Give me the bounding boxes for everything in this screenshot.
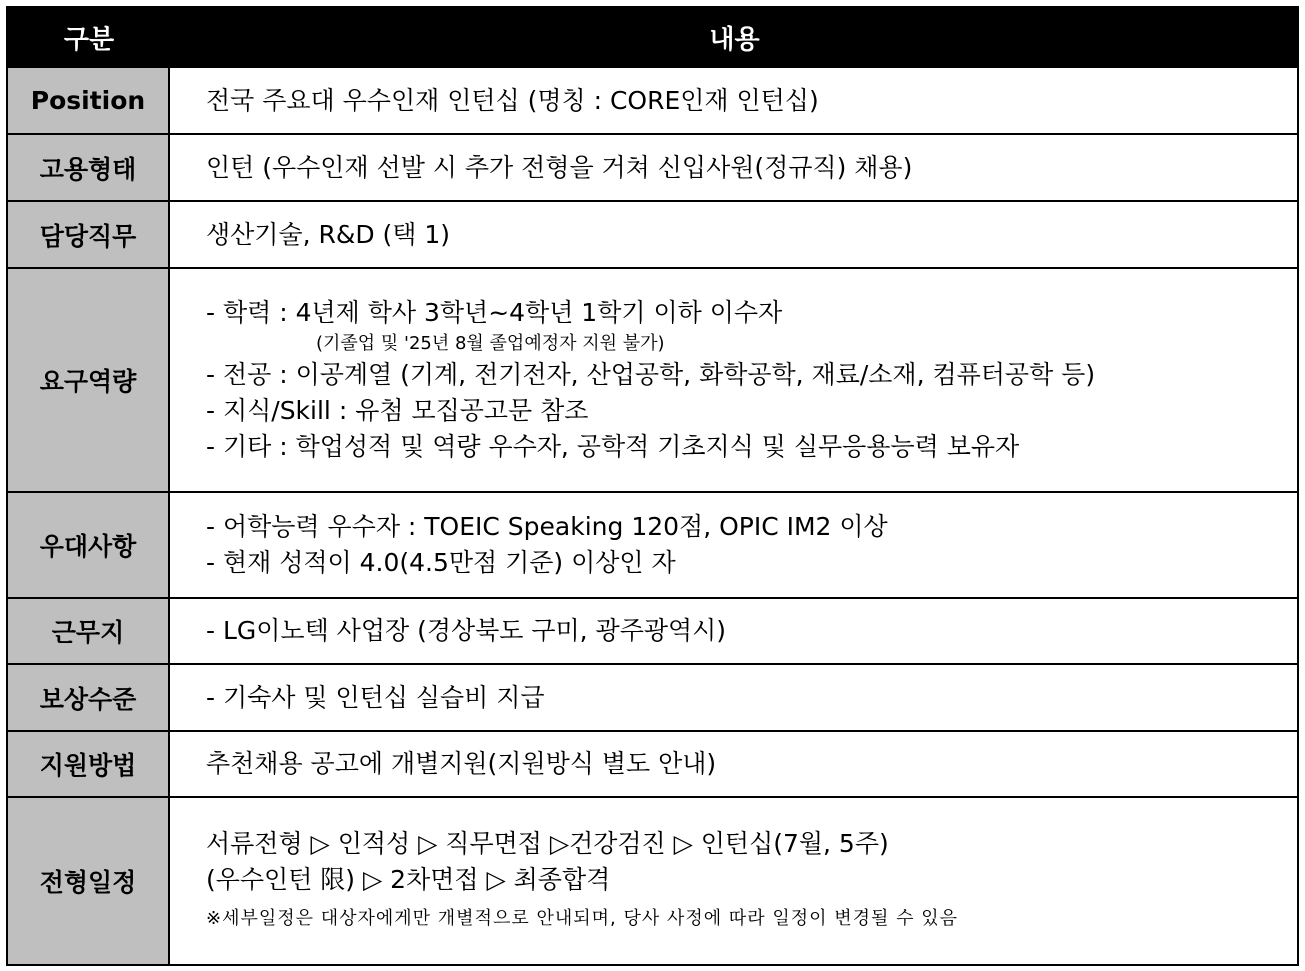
- requirement-education: - 학력 : 4년제 학사 3학년~4학년 1학기 이하 이수자: [206, 298, 783, 327]
- table-row-preference: [8, 493, 1297, 599]
- employment-text: 인턴 (우수인재 선발 시 추가 전형을 거쳐 신입사원(정규직) 채용): [206, 152, 913, 182]
- row-content-duty: [170, 202, 1297, 267]
- duty-text: 생산기술, R&D (택 1): [206, 219, 451, 249]
- row-label-schedule: 전형일정: [8, 798, 170, 964]
- schedule-steps: 서류전형 ▷ 인적성 ▷ 직무면접 ▷건강검진 ▷ 인턴십(7월, 5주): [206, 829, 889, 858]
- table-row-schedule: [8, 798, 1297, 964]
- requirement-education-note: (기졸업 및 '25년 8월 졸업예정자 지원 불가): [316, 333, 665, 354]
- row-label-preference: 우대사항: [8, 493, 170, 597]
- row-content-requirements: [170, 269, 1297, 491]
- table-row-duty: [8, 202, 1297, 269]
- row-label-compensation: 보상수준: [8, 665, 170, 730]
- position-text: 전국 주요대 우수인재 인턴십 (명칭 : CORE인재 인턴십): [206, 85, 819, 115]
- row-content-preference: [170, 493, 1297, 597]
- table-row-requirements: [8, 269, 1297, 493]
- requirement-major: - 전공 : 이공계열 (기계, 전기전자, 산업공학, 화학공학, 재료/소재, 컴퓨터공학 등): [206, 360, 1096, 389]
- row-label-position: Position: [8, 68, 170, 133]
- row-label-apply: 지원방법: [8, 732, 170, 796]
- row-label-location: 근무지: [8, 599, 170, 663]
- apply-text: 추천채용 공고에 개별지원(지원방식 별도 안내): [206, 749, 717, 778]
- table-row-apply: [8, 732, 1297, 798]
- row-content-location: [170, 599, 1297, 663]
- requirement-skill: - 지식/Skill : 유첨 모집공고문 참조: [206, 396, 589, 425]
- row-content-position: [170, 68, 1297, 133]
- schedule-note: ※세부일정은 대상자에게만 개별적으로 안내되며, 당사 사정에 따라 일정이 변경될 수 있음: [206, 908, 958, 929]
- row-content-apply: [170, 732, 1297, 796]
- preference-gpa: - 현재 성적이 4.0(4.5만점 기준) 이상인 자: [206, 548, 676, 577]
- row-content-schedule: [170, 798, 1297, 964]
- row-content-employment: [170, 135, 1297, 200]
- row-label-requirements: 요구역량: [8, 269, 170, 491]
- header-category: 구분: [8, 8, 172, 66]
- row-label-employment: 고용형태: [8, 135, 170, 200]
- location-text: - LG이노텍 사업장 (경상북도 구미, 광주광역시): [206, 616, 727, 645]
- row-label-duty: 담당직무: [8, 202, 170, 267]
- table-row-compensation: [8, 665, 1297, 732]
- requirement-other: - 기타 : 학업성적 및 역량 우수자, 공학적 기초지식 및 실무응용능력 보유자: [206, 432, 1020, 461]
- row-content-compensation: [170, 665, 1297, 730]
- preference-language: - 어학능력 우수자 : TOEIC Speaking 120점, OPIC IM2 이상: [206, 512, 888, 541]
- compensation-text: - 기숙사 및 인턴십 실습비 지급: [206, 682, 545, 712]
- table-row-position: [8, 68, 1297, 135]
- table-row-location: [8, 599, 1297, 665]
- table-row-employment: [8, 135, 1297, 202]
- schedule-final-steps: (우수인턴 限) ▷ 2차면접 ▷ 최종합격: [206, 865, 611, 894]
- header-content: 내용: [709, 24, 760, 55]
- table-header-row: [8, 8, 1297, 68]
- info-table: [6, 6, 1299, 966]
